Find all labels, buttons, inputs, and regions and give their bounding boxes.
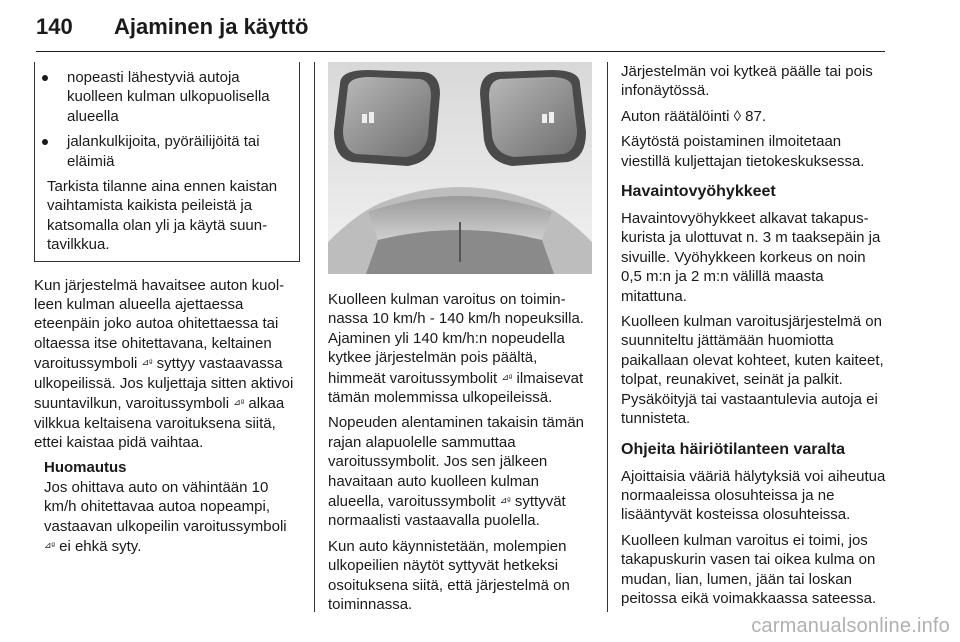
right-mirror-glass (489, 77, 577, 157)
body-paragraph: Käytöstä poistaminen ilmoitetaan viestillä kuljettajan tietokeskuksessa. (621, 133, 865, 170)
blind-spot-warning-icon: ⊿ᵍ (501, 371, 513, 382)
column-3 (621, 62, 887, 614)
body-paragraph: Kun järjestelmä havaitsee auton kuolleen kulman alueella ajettaessa eteenpäin joko autoa ohitettaessa tai oltaessa itse ohitettavana, keltainen varoitussymboli ⊿ᵍ syttyy vastaavassa ulkopeilissä. Jos kuljettaja sitten aktivoi suuntavilkun, varoitussymboli ⊿ᵍ alkaa vilkkua keltaisena varoituksena siitä, ettei kaistaa pidä vaihtaa. (34, 276, 294, 451)
car-mirrors-svg (328, 62, 592, 274)
body-paragraph: Järjestelmän voi kytkeä päälle tai pois infonäytössä. (621, 63, 873, 100)
column-2 (328, 62, 592, 621)
blind-spot-warning-icon: ⊿ᵍ (141, 357, 153, 368)
body-paragraph: Kuolleen kulman varoitusjärjestelmä on suunniteltu jättämään huomiotta paikallaan olevat kohteet, kuten kaiteet, tolpat, reunakivet, seinät ja palkit. Pysäköityjä tai vastaantulevia autoja ei tunnisteta. (621, 313, 884, 428)
left-mirror-glass (343, 77, 431, 157)
body-paragraph: Nopeuden alentaminen takaisin tämän rajan alapuolelle sammuttaa varoitussymbolit. Jos sen jälkeen havaitaan auto kuolleen kulman alueella, varoitussymbolit ⊿ᵍ syttyvät normaalisti vastaavalla puolella. (328, 414, 585, 530)
bullet-icon (42, 139, 48, 145)
list-item (42, 68, 289, 126)
blind-spot-warning-icon: ⊿ᵍ (44, 539, 55, 550)
body-paragraph: Auton räätälöinti ◊ 87. (621, 107, 767, 125)
blind-spot-warning-icon: ⊿ᵍ (233, 397, 245, 408)
section-heading: Havaintovyöhykkeet (621, 183, 776, 201)
warning-text: Tarkista tilanne aina ennen kaistan vaihtamista kaikista peileistä ja katsomalla olan yli ja käytä suuntavilkkua. (47, 178, 278, 254)
page-number: 140 (36, 14, 73, 39)
body-paragraph: Kuolleen kulman varoitus ei toimi, jos takapuskurin vasen tai oikea kulma on mudan, lian, lumen, jään tai loskan peitossa eikä voimakkaassa sateessa. (621, 531, 877, 607)
list-item (42, 132, 289, 171)
bullet-icon (42, 75, 48, 81)
body-paragraph: Kuolleen kulman varoitus on toiminnassa 10 km/h - 140 km/h nopeuksilla. Ajaminen yli 140 km/h:n nopeudella kytkee järjestelmän pois päältä, himmeät varoitussymbolit ⊿ᵍ ilmaisevat tämän molemmissa ulkopeileissä. (328, 291, 584, 407)
header-rule (36, 51, 885, 53)
column-divider-left (314, 62, 315, 612)
warning-box (34, 62, 300, 262)
page-title: Ajaminen ja käyttö (114, 14, 309, 39)
body-paragraph: Ajoittaisia vääriä hälytyksiä voi aiheutua normaaleissa olosuhteissa ja ne lisääntyvät kosteissa olosuhteissa. (621, 467, 886, 524)
page-reference-icon[interactable]: ◊ (733, 107, 741, 125)
mirror-illustration (328, 62, 592, 274)
body-paragraph: Havaintovyöhykkeet alkavat takapuskurista ja ulottuvat n. 3 m taaksepäin ja sivuille. Vyöhykkeen korkeus on noin 0,5 m:n ja 2 m:n välillä maasta mitattuna. (621, 210, 881, 305)
bullet-text: nopeasti lähestyviä autoja kuolleen kulman ulkopuolisella alueella (67, 69, 270, 125)
page-header (36, 14, 885, 52)
page-reference-link[interactable]: 87. (741, 107, 767, 125)
column-1 (34, 62, 300, 556)
blind-spot-warning-icon: ⊿ᵍ (499, 495, 511, 506)
body-paragraph: Kun auto käynnistetään, molempien ulkopeilien näytöt syttyvät hetkeksi osoituksena siitä, että järjestelmä on toiminnassa. (328, 537, 570, 614)
note-text: Jos ohittava auto on vähintään 10 km/h ohitettavaa autoa nopeampi, vastaavan ulkopeilin varoitussymboli ⊿ᵍ ei ehkä syty. (44, 478, 287, 555)
column-divider-right (607, 62, 608, 612)
watermark: carmanualsonline.info (751, 615, 950, 637)
bullet-text: jalankulkijoita, pyöräilijöitä tai eläimiä (67, 133, 260, 170)
note-block (34, 458, 300, 556)
section-heading: Ohjeita häiriötilanteen varalta (621, 440, 846, 458)
note-title: Huomautus (44, 459, 127, 477)
